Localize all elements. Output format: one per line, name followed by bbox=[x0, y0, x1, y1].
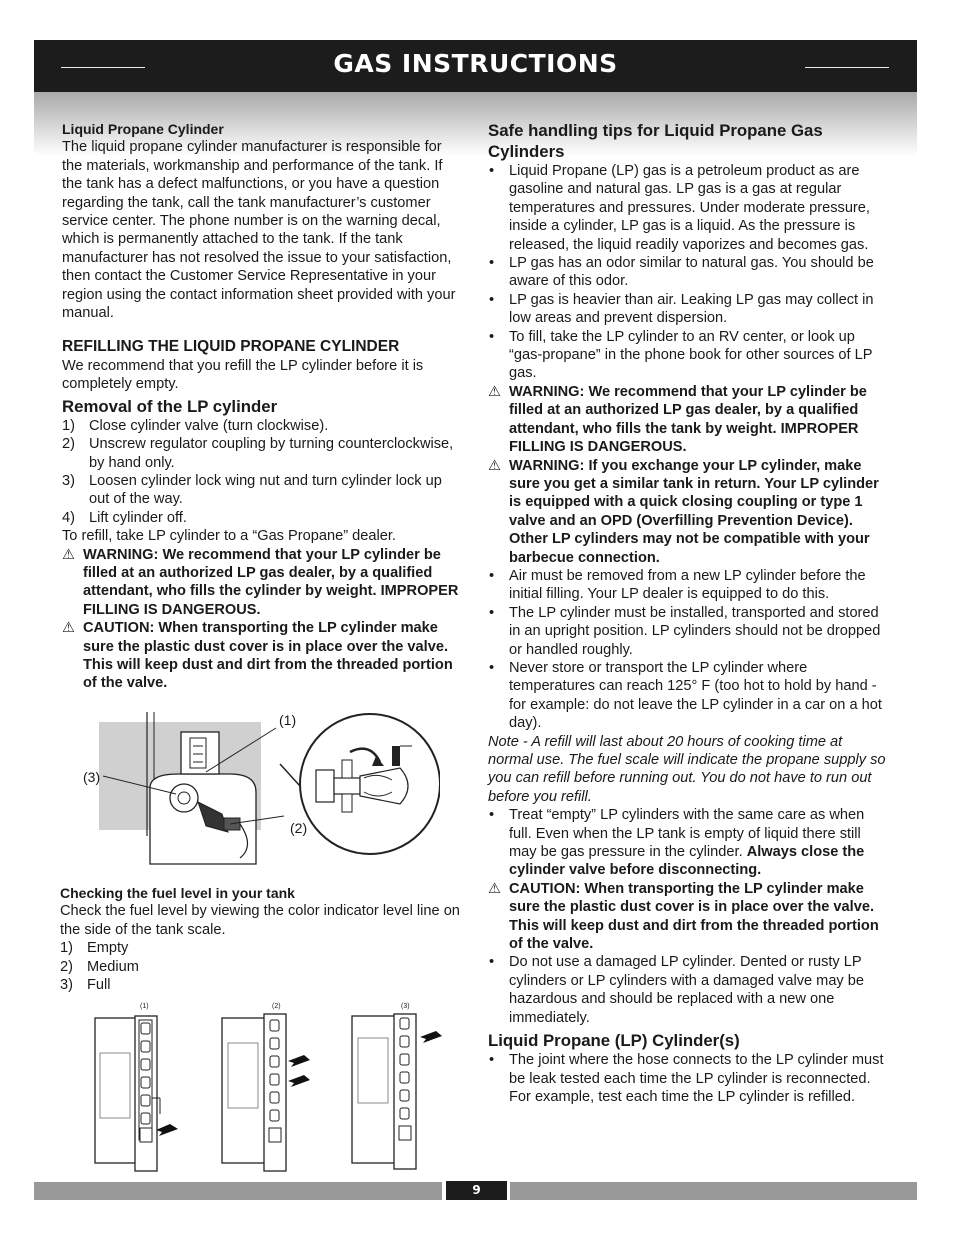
svg-text:(3): (3) bbox=[401, 1003, 410, 1010]
warning-authorized-dealer: ⚠ WARNING: We recommend that your LP cylinder be filled at an authorized LP gas dealer, by a qualified attendant, who fills the tank by weight. IMPROPER FILLING IS DANGEROUS. bbox=[488, 383, 867, 456]
svg-text:(1): (1) bbox=[140, 1003, 149, 1010]
warning-icon: ⚠ bbox=[488, 880, 502, 897]
removal-steps bbox=[62, 417, 464, 527]
safe-handling-heading: Safe handling tips for Liquid Propane Gas Cylinders bbox=[488, 121, 823, 161]
warning-icon: ⚠ bbox=[62, 620, 76, 637]
list-item: • LP gas has an odor similar to natural gas. You should be aware of this odor. bbox=[488, 254, 890, 291]
empty-cylinder-list bbox=[488, 806, 890, 880]
warning-icon: ⚠ bbox=[62, 546, 76, 563]
lp-cylinders-heading: Liquid Propane (LP) Cylinder(s) bbox=[488, 1031, 740, 1051]
gauge-full bbox=[352, 1003, 442, 1169]
warning-exchange-cylinder: ⚠ WARNING: If you exchange your LP cylinder, make sure you get a similar tank in return. Your LP cylinder is equipped with a quick closing coupling or type 1 valve and an OPD (Overfilling Prevention Device). Other LP cylinders may not be compatible with your barbecue connection. bbox=[488, 457, 879, 566]
lp-cylinder-heading: Liquid Propane Cylinder bbox=[62, 121, 224, 137]
left-column bbox=[62, 120, 464, 693]
list-item: • Never store or transport the LP cylinder where temperatures can reach 125° F (too hot to hold by hand - for example: do not leave the LP cylinder in a car on a hot day). bbox=[488, 659, 890, 733]
fuel-level-item: 2) Medium bbox=[60, 958, 139, 975]
removal-heading: Removal of the LP cylinder bbox=[62, 396, 278, 416]
list-item: • Liquid Propane (LP) gas is a petroleum product as are gasoline and natural gas. LP gas is a gas at regular temperatures and pressures. Under moderate pressure, inside a cylinder, LP gas is a liquid. As the pressure is released, the liquid readily vaporizes and becomes gas. bbox=[488, 162, 890, 254]
fuel-level-heading: Checking the fuel level in your tank bbox=[60, 885, 295, 901]
warning-icon: ⚠ bbox=[488, 383, 502, 400]
caution-transport-right: ⚠ CAUTION: When transporting the LP cylinder make sure the plastic dust cover is in place over the valve. This will keep dust and dirt from the threaded portion of the valve. bbox=[488, 880, 879, 953]
fuel-level-body: Check the fuel level by viewing the color indicator level line on the side of the tank scale. bbox=[60, 903, 460, 938]
list-item: • LP gas is heavier than air. Leaking LP gas may collect in low areas and prevent dispersion. bbox=[488, 291, 890, 328]
refill-heading: REFILLING THE LIQUID PROPANE CYLINDER bbox=[62, 338, 400, 356]
removal-step: 4) Lift cylinder off. bbox=[62, 509, 187, 526]
refill-body: We recommend that you refill the LP cylinder before it is completely empty. bbox=[62, 357, 424, 393]
fuel-level-item: 3) Full bbox=[60, 977, 111, 994]
leak-test-list bbox=[488, 1051, 890, 1106]
figure-label-3: (3) bbox=[83, 769, 101, 785]
refill-duration-note: Note - A refill will last about 20 hours of cooking time at normal use. The fuel scale will indicate the propane supply so you can refill before running out. You do not have to run out before you refill. bbox=[488, 733, 886, 805]
list-item: • Air must be removed from a new LP cylinder before the initial filling. Your LP dealer is equipped to do this. bbox=[488, 567, 890, 604]
right-column bbox=[488, 120, 890, 1106]
refill-dealer-note: To refill, take LP cylinder to a “Gas Propane” dealer. bbox=[62, 528, 396, 545]
damaged-cylinder-list bbox=[488, 953, 890, 1027]
removal-step: 3) Loosen cylinder lock wing nut and turn cylinder lock up out of the way. bbox=[62, 472, 442, 508]
header-rule-right bbox=[805, 67, 889, 68]
removal-step: 1) Close cylinder valve (turn clockwise). bbox=[62, 417, 329, 434]
figure-label-1: (1) bbox=[279, 712, 297, 728]
handling-list bbox=[488, 567, 890, 733]
fuel-level-section bbox=[60, 884, 464, 994]
figure-label-2: (2) bbox=[290, 820, 308, 836]
caution-transport: ⚠ CAUTION: When transporting the LP cylinder make sure the plastic dust cover is in place over the valve. This will keep dust and dirt from the threaded portion of the valve. bbox=[62, 620, 453, 692]
list-item: • The LP cylinder must be installed, transported and stored in an upright position. LP cylinders should not be dropped or handled roughly. bbox=[488, 604, 890, 659]
svg-text:(2): (2) bbox=[272, 1003, 281, 1010]
list-item: • Treat “empty” LP cylinders with the same care as when full. Even when the LP tank is empty of liquid there still may be gas pressure in the cylinder. Always close the cylinder valve before disconnecting. bbox=[488, 806, 890, 880]
fuel-level-item: 1) Empty bbox=[60, 940, 129, 957]
page-title: GAS INSTRUCTIONS bbox=[333, 49, 618, 78]
removal-step: 2) Unscrew regulator coupling by turning counterclockwise, by hand only. bbox=[62, 436, 454, 471]
warning-refill: ⚠ WARNING: We recommend that your LP cylinder be filled at an authorized LP gas dealer, by a qualified attendant, who fills the cylinder by weight. IMPROPER FILLING IS DANGEROUS. bbox=[62, 546, 459, 618]
list-item: • To fill, take the LP cylinder to an RV center, or look up “gas-propane” in the phone book for other sources of LP gas. bbox=[488, 328, 890, 383]
gauge-medium bbox=[222, 1003, 310, 1171]
safe-handling-list bbox=[488, 162, 890, 383]
cylinder-removal-figure bbox=[80, 706, 440, 866]
fuel-gauge-figures bbox=[80, 998, 450, 1173]
warning-icon: ⚠ bbox=[488, 457, 502, 474]
gauge-empty bbox=[95, 1003, 178, 1171]
page-number: 9 bbox=[446, 1181, 507, 1200]
list-item: • The joint where the hose connects to the LP cylinder must be leak tested each time the LP cylinder is reconnected. For example, test each time the LP cylinder is refilled. bbox=[488, 1051, 890, 1106]
list-item: • Do not use a damaged LP cylinder. Dented or rusty LP cylinders or LP cylinders with a damaged valve may be hazardous and should be replaced with a new one immediately. bbox=[488, 953, 890, 1027]
lp-cylinder-body: The liquid propane cylinder manufacturer is responsible for the materials, workmanship and performance of the tank. If the tank has a defect malfunctions, or you have a question regarding the tank, call the tank manufacturer’s customer service center. The phone number is on the warning decal, which is permanently attached to the tank. If the tank manufacturer has not resolved the issue to your satisfaction, then contact the Customer Service Representative in your region using the contact information sheet provided with your manual. bbox=[62, 139, 456, 322]
footer-bar-left bbox=[34, 1182, 442, 1200]
footer-bar-right bbox=[510, 1182, 917, 1200]
page-header bbox=[34, 40, 917, 92]
fuel-level-list bbox=[60, 939, 464, 994]
